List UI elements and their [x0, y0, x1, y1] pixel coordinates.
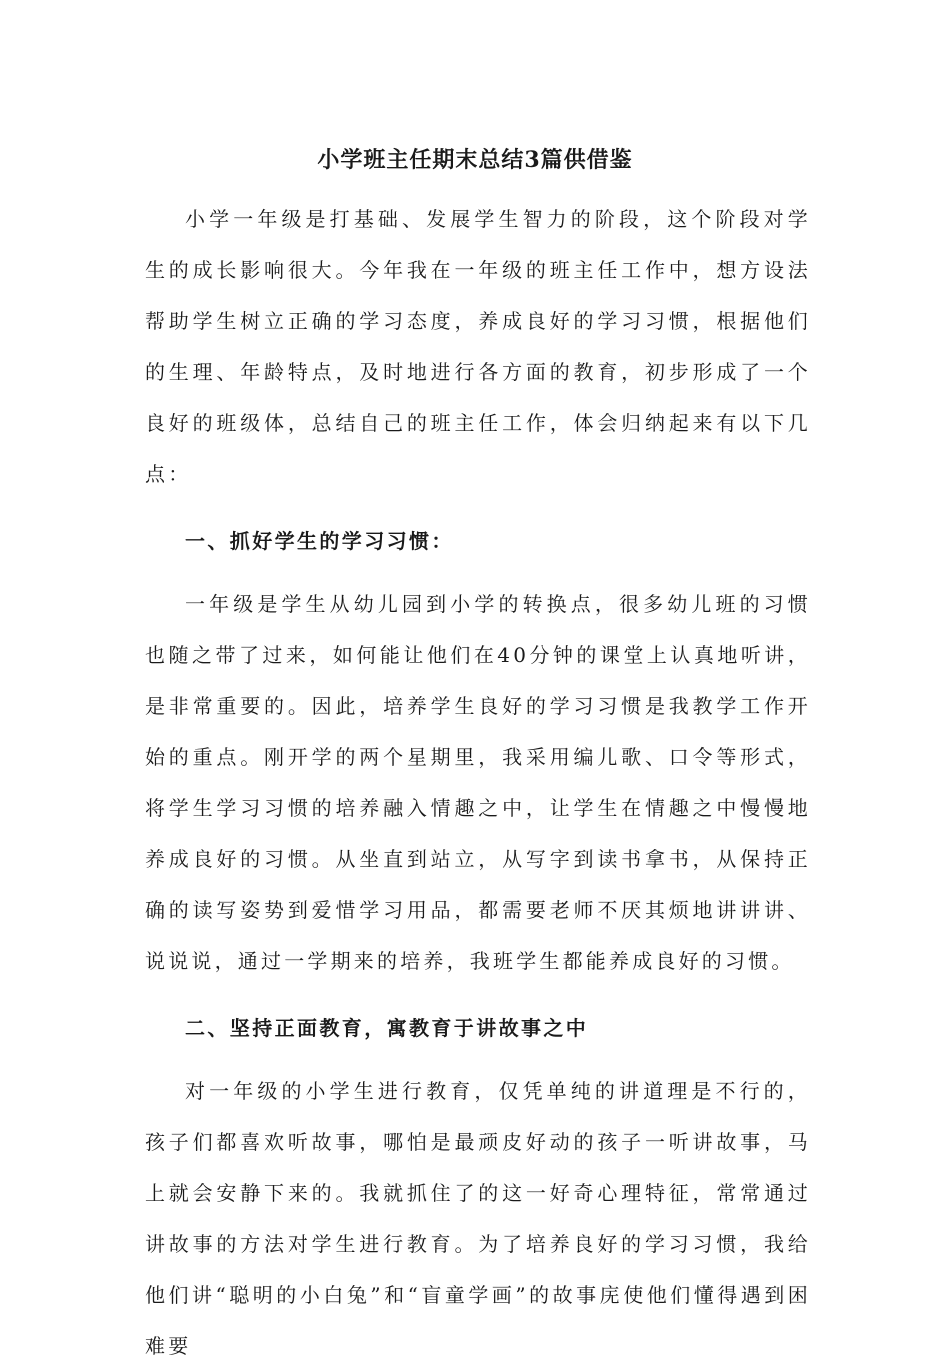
- document-title: 小学班主任期末总结3篇供借鉴: [317, 147, 633, 173]
- document-body: [145, 194, 811, 1372]
- section-heading-2: 二、坚持正面教育，寓教育于讲故事之中: [185, 1016, 589, 1040]
- paragraph-section-1: 一年级是学生从幼儿园到小学的转换点，很多幼儿班的习惯也随之带了过来，如何能让他们在40分钟的课堂上认真地听讲，是非常重要的。因此，培养学生良好的学习习惯是我教学工作开始的重点。刚开学的两个星期里，我采用编儿歌、口令等形式，将学生学习习惯的培养融入情趣之中，让学生在情趣之中慢慢地养成良好的习惯。从坐直到站立，从写字到读书拿书，从保持正确的读写姿势到爱惜学习用品，都需要老师不厌其烦地讲讲讲、说说说，通过一学期来的培养，我班学生都能养成良好的习惯。: [145, 592, 811, 973]
- section-heading-1: 一、抓好学生的学习习惯：: [185, 529, 454, 553]
- paragraph-intro: 小学一年级是打基础、发展学生智力的阶段，这个阶段对学生的成长影响很大。今年我在一年级的班主任工作中，想方设法帮助学生树立正确的学习态度，养成良好的学习习惯，根据他们的生理、年龄特点，及时地进行各方面的教育，初步形成了一个良好的班级体，总结自己的班主任工作，体会归纳起来有以下几点：: [145, 207, 811, 486]
- paragraph-section-2: 对一年级的小学生进行教育，仅凭单纯的讲道理是不行的，孩子们都喜欢听故事，哪怕是最顽皮好动的孩子一听讲故事，马上就会安静下来的。我就抓住了的这一好奇心理特征，常常通过讲故事的方法对学生进行教育。为了培养良好的学习习惯，我给他们讲“聪明的小白兔”和“盲童学画”的故事庑使他们懂得遇到困难要: [145, 1079, 811, 1358]
